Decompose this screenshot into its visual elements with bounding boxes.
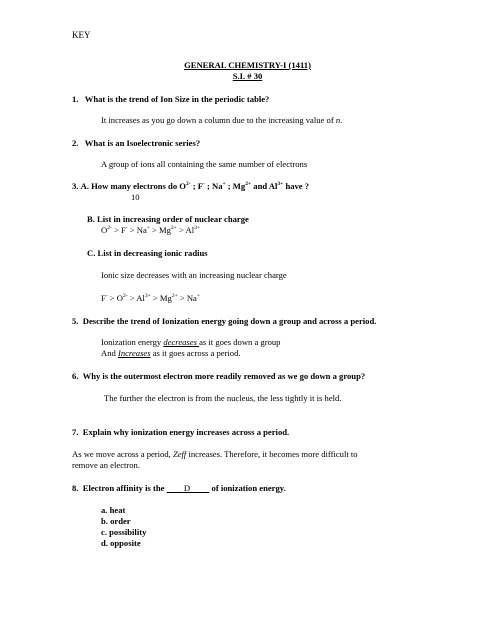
- question-6: [72, 371, 365, 382]
- answer-6: The further the electron is from the nucleus, the less tightly it is held.: [104, 393, 342, 403]
- page-title: GENERAL CHEMISTRY-I (1411): [184, 60, 311, 70]
- question-2-number: 2.: [72, 138, 79, 148]
- question-7-number: 7.: [72, 427, 79, 437]
- question-1: [72, 94, 269, 105]
- answer-5-line1: Ionization energy decreases as it goes down a group: [101, 337, 281, 347]
- option-b: b. order: [101, 516, 131, 526]
- question-7: [72, 427, 289, 438]
- question-6-number: 6.: [72, 371, 79, 381]
- answer-5-line2: And Increases as it goes across a period.: [101, 348, 241, 358]
- question-5: [72, 316, 376, 327]
- question-7-text: Explain why ionization energy increases across a period.: [82, 427, 290, 437]
- question-6-text: Why is the outermost electron more readily removed as we go down a group?: [82, 371, 366, 381]
- option-c: c. possibility: [101, 527, 147, 537]
- question-1-text: What is the trend of Ion Size in the periodic table?: [84, 94, 270, 104]
- answer-7-line2: remove an electron.: [72, 460, 140, 470]
- question-3b: B. List in increasing order of nuclear charge: [87, 214, 249, 224]
- question-1-number: 1.: [72, 94, 79, 104]
- option-a: a. heat: [101, 505, 126, 515]
- question-8-number: 8.: [72, 483, 79, 493]
- answer-7-line1: As we move across a period, Zeff increases. Therefore, it becomes more difficult to: [72, 449, 358, 459]
- answer-3c: Ionic size decreases with an increasing nuclear charge: [101, 270, 287, 280]
- answer-3a: 10: [131, 192, 140, 202]
- question-5-number: 5.: [72, 316, 79, 326]
- answer-3c-order: $F^- > O^{2-} > Al^{3+} > Mg^{2+} > Na^+$: [101, 293, 200, 303]
- question-3c: C. List in decreasing ionic radius: [87, 248, 208, 258]
- option-d: d. opposite: [101, 538, 141, 548]
- question-2: [72, 138, 200, 149]
- key-label: KEY: [72, 30, 91, 40]
- question-5-text: Describe the trend of Ionization energy going down a group and across a period.: [82, 316, 377, 326]
- question-8: 8. Electron affinity is the D of ionization energy.: [72, 483, 286, 493]
- page-subtitle: S.I. # 30: [232, 71, 263, 81]
- answer-2: A group of ions all containing the same number of electrons: [101, 159, 308, 169]
- answer-1: It increases as you go down a column due to the increasing value of n.: [101, 115, 343, 125]
- answer-3b: $O^{2-} > F^- > Na^+ > Mg^{2+} > Al^{3+}$: [101, 225, 200, 235]
- question-3a: 3. A. How many electrons do $O^{2-}$ ; F- ; Na+ ; $Mg^{2+}$ and $Al^{3+}$ have ?: [72, 181, 310, 191]
- answer-8-blank: D: [183, 483, 191, 493]
- question-2-text: What is an Isoelectronic series?: [84, 138, 201, 148]
